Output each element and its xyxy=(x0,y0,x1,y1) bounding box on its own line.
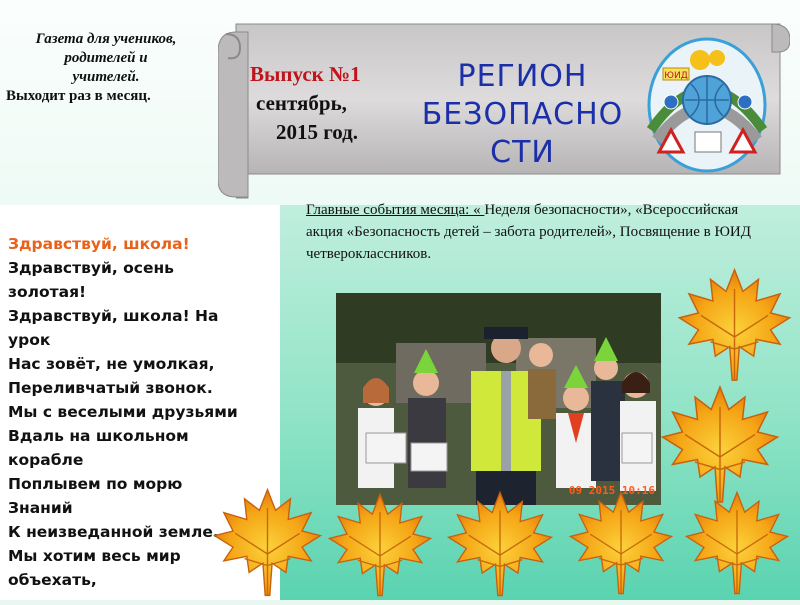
intro-line-1: Газета для учеников, xyxy=(35,31,177,47)
intro-line-3: учителей. xyxy=(72,69,140,85)
poem-line: Мы с веселыми друзьями xyxy=(8,403,238,421)
events-text: Неделя безопасности», «Всероссийская акция «Безопасность детей – забота родителей», Посвящение в ЮИД четвероклассников. xyxy=(306,202,751,262)
main-events xyxy=(306,199,776,265)
photo-timestamp: 09 2015 10:16 xyxy=(568,484,655,497)
issue-month: сентябрь, xyxy=(256,91,347,115)
poem-line: Вдаль на школьном xyxy=(8,427,189,445)
poem-line: Поплывем по морю xyxy=(8,475,183,493)
poem-line: Переливчатый звонок. xyxy=(8,379,213,397)
issue-year: 2015 год. xyxy=(276,120,359,144)
title-line-3: СТИ xyxy=(490,135,555,170)
poem-line: золотая! xyxy=(8,283,87,301)
poem-line: Мы хотим весь мир xyxy=(8,547,181,565)
title-line-1: РЕГИОН xyxy=(457,59,588,94)
poem-line: Здравствуй, школа! xyxy=(8,235,190,253)
maple-leaf-bottom-3 xyxy=(440,488,560,605)
title-line-2: БЕЗОПАСНО xyxy=(421,97,624,132)
newspaper-title xyxy=(410,58,635,172)
intro-line-4: Выходит раз в месяц. xyxy=(6,88,151,104)
yuid-logo xyxy=(645,30,770,175)
logo-badge-text: ЮИД xyxy=(664,71,688,81)
issue-number: Выпуск №1 xyxy=(250,62,361,86)
maple-leaf-bottom-1 xyxy=(205,485,330,605)
poem-line: объехать, xyxy=(8,571,97,589)
maple-leaf-bottom-5 xyxy=(678,488,796,603)
issue-info xyxy=(250,60,410,147)
intro-line-2: родителей и xyxy=(64,50,148,66)
maple-leaf-bottom-4 xyxy=(562,488,680,603)
poem-line: Нас зовёт, не умолкая, xyxy=(8,355,215,373)
poem-line: урок xyxy=(8,331,51,349)
maple-leaf-bottom-2 xyxy=(320,490,440,605)
events-label: Главные события месяца: « xyxy=(306,202,485,218)
poem-line: Здравствуй, школа! На xyxy=(8,307,219,325)
poem-line: Здравствуй, осень xyxy=(8,259,174,277)
newspaper-description xyxy=(6,30,206,106)
maple-leaf-right-1 xyxy=(672,265,797,390)
poem-line: Знаний xyxy=(8,499,73,517)
poem-line: корабле xyxy=(8,451,84,469)
poem-line: К неизведанной земле. xyxy=(8,523,219,541)
group-photo xyxy=(336,293,661,505)
person-adult-back xyxy=(528,343,556,419)
